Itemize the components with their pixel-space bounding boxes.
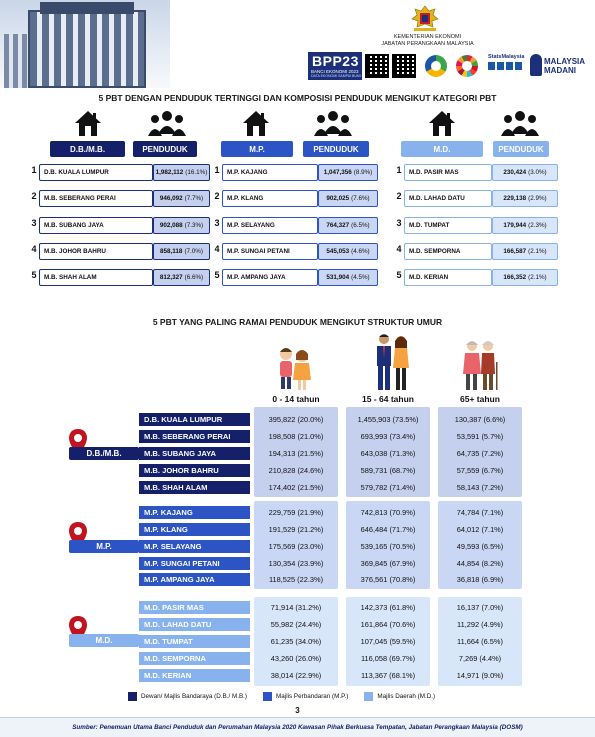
age-15-64-value: 142,373 (61.8%) bbox=[360, 603, 416, 612]
pbt-name: M.P. KAJANG bbox=[222, 164, 318, 181]
legend-swatch bbox=[263, 692, 272, 701]
age-15-64-value: 1,455,903 (73.5%) bbox=[357, 415, 419, 424]
pbt-name: M.B. SUBANG JAYA bbox=[39, 217, 153, 234]
pbt-name: M.P. AMPANG JAYA bbox=[139, 573, 250, 586]
pbt-name: M.B. SEBERANG PERAI bbox=[139, 430, 250, 443]
section2-title: 5 PBT YANG PALING RAMAI PENDUDUK MENGIKUT STRUKTUR UMUR bbox=[152, 317, 443, 327]
rank-number: 3 bbox=[214, 218, 220, 228]
rank-number: 4 bbox=[214, 244, 220, 254]
pbt-name: M.P. AMPANG JAYA bbox=[222, 269, 318, 286]
pbt-name: M.P. SELAYANG bbox=[222, 217, 318, 234]
building-photo bbox=[0, 0, 170, 88]
age-65-plus-value: 74,784 (7.1%) bbox=[456, 508, 504, 517]
population-value: 812,327 (6.6%) bbox=[153, 269, 210, 286]
ranking-row bbox=[30, 243, 210, 260]
age-65-plus-value: 58,143 (7.2%) bbox=[456, 483, 504, 492]
population-label: PENDUDUK bbox=[303, 141, 369, 157]
pbt-name: M.P. SELAYANG bbox=[139, 540, 250, 553]
ranking-row bbox=[213, 190, 393, 207]
partner-logos bbox=[308, 52, 595, 84]
category-label: M.D. bbox=[401, 141, 483, 157]
rank-number: 1 bbox=[214, 165, 220, 175]
legend-swatch bbox=[364, 692, 373, 701]
age-65-plus-value: 64,735 (7.2%) bbox=[456, 449, 504, 458]
pbt-name: M.P. SUNGAI PETANI bbox=[139, 557, 250, 570]
house-icon bbox=[427, 108, 457, 138]
age-0-14-value: 130,354 (23.9%) bbox=[268, 559, 324, 568]
rank-number: 5 bbox=[396, 270, 402, 280]
population-value: 902,088 (7.3%) bbox=[153, 217, 210, 234]
ranking-row bbox=[30, 164, 210, 181]
age-0-14-value: 194,313 (21.5%) bbox=[268, 449, 324, 458]
age-65-plus-value: 49,593 (6.5%) bbox=[456, 542, 504, 551]
pbt-name: M.D. SEMPORNA bbox=[404, 243, 492, 260]
age-15-64-value: 646,484 (71.7%) bbox=[360, 525, 416, 534]
ranking-row bbox=[213, 217, 393, 234]
population-value: 858,118 (7.0%) bbox=[153, 243, 210, 260]
age-0-14-value: 38,014 (22.9%) bbox=[270, 671, 322, 680]
population-value: 545,053 (4.6%) bbox=[318, 243, 378, 260]
rank-number: 5 bbox=[31, 270, 37, 280]
qr-code-icon bbox=[365, 54, 389, 78]
pbt-name: M.D. TUMPAT bbox=[404, 217, 492, 234]
people-group-icon bbox=[313, 110, 353, 138]
pbt-name: M.B. SHAH ALAM bbox=[139, 481, 250, 494]
population-value: 946,092 (7.7%) bbox=[153, 190, 210, 207]
age-0-14-value: 229,759 (21.9%) bbox=[268, 508, 324, 517]
pbt-name: D.B. KUALA LUMPUR bbox=[139, 413, 250, 426]
sdg-wheel-icon bbox=[456, 55, 478, 77]
population-value: 1,047,356 (8.9%) bbox=[318, 164, 378, 181]
age-15-64-value: 161,864 (70.6%) bbox=[360, 620, 416, 629]
age-0-14-value: 198,508 (21.0%) bbox=[268, 432, 324, 441]
legend-item: Dewan/ Majlis Bandaraya (D.B./ M.B.) bbox=[128, 692, 247, 701]
age-65-plus-value: 14,971 (9.0%) bbox=[456, 671, 504, 680]
legend bbox=[128, 690, 451, 702]
population-value: 764,327 (6.5%) bbox=[318, 217, 378, 234]
age-0-14-value: 118,525 (22.3%) bbox=[268, 575, 324, 584]
category-label: M.P. bbox=[221, 141, 293, 157]
pbt-name: M.B. SEBERANG PERAI bbox=[39, 190, 153, 207]
rank-number: 1 bbox=[396, 165, 402, 175]
page-number: 3 bbox=[295, 706, 300, 715]
rank-number: 5 bbox=[214, 270, 220, 280]
house-icon bbox=[73, 108, 103, 138]
population-value: 531,904 (4.5%) bbox=[318, 269, 378, 286]
age-15-64-value: 539,165 (70.5%) bbox=[360, 542, 416, 551]
elderly-icon bbox=[460, 336, 500, 392]
ranking-row bbox=[30, 217, 210, 234]
ranking-row bbox=[395, 243, 575, 260]
pbt-name: M.P. KLANG bbox=[222, 190, 318, 207]
madani-text: MALAYSIA MADANI bbox=[544, 57, 586, 75]
qr-code-icon bbox=[392, 54, 416, 78]
age-15-64-value: 376,561 (70.8%) bbox=[360, 575, 416, 584]
rank-number: 2 bbox=[396, 191, 402, 201]
ranking-row bbox=[395, 190, 575, 207]
madani-logo-icon bbox=[530, 54, 542, 76]
pbt-name: M.D. LAHAD DATU bbox=[139, 618, 250, 631]
census-logo: BPP23 BANCI EKONOMI 2023 DATA EKONOMI SAMPAI BUMI bbox=[308, 52, 362, 80]
statsmalaysia-logo: StatsMalaysia bbox=[488, 54, 524, 70]
group-mp bbox=[213, 108, 393, 294]
age-0-14-value: 175,569 (23.0%) bbox=[268, 542, 324, 551]
page-header bbox=[0, 0, 595, 88]
age-header-65-plus: 65+ tahun bbox=[460, 394, 500, 404]
ranking-row bbox=[395, 217, 575, 234]
rank-number: 4 bbox=[396, 244, 402, 254]
pbt-name: M.D. KERIAN bbox=[139, 669, 250, 682]
social-media-icons bbox=[488, 62, 524, 70]
people-group-icon bbox=[500, 110, 540, 138]
ranking-row bbox=[395, 269, 575, 286]
legend-item: Majlis Daerah (M.D.) bbox=[364, 692, 435, 701]
population-value: 229,138 (2.9%) bbox=[492, 190, 558, 207]
category-label-mp: M.P. bbox=[69, 540, 139, 553]
pbt-name: M.D. TUMPAT bbox=[139, 635, 250, 648]
population-value: 230,424 (3.0%) bbox=[492, 164, 558, 181]
age-15-64-value: 107,045 (59.5%) bbox=[360, 637, 416, 646]
ranking-row bbox=[213, 164, 393, 181]
legend-item: Majlis Perbandaran (M.P.) bbox=[263, 692, 348, 701]
pbt-name: M.D. LAHAD DATU bbox=[404, 190, 492, 207]
rank-number: 3 bbox=[31, 218, 37, 228]
pbt-name: M.P. KAJANG bbox=[139, 506, 250, 519]
pbt-name: M.B. SUBANG JAYA bbox=[139, 447, 250, 460]
age-15-64-value: 643,038 (71.3%) bbox=[360, 449, 416, 458]
age-65-plus-value: 44,854 (8.2%) bbox=[456, 559, 504, 568]
group-md bbox=[395, 108, 575, 294]
rank-number: 4 bbox=[31, 244, 37, 254]
children-icon bbox=[274, 338, 314, 392]
population-label: PENDUDUK bbox=[133, 141, 197, 157]
pbt-name: M.D. PASIR MAS bbox=[404, 164, 492, 181]
coat-of-arms-icon bbox=[408, 4, 442, 34]
age-15-64-value: 589,731 (68.7%) bbox=[360, 466, 416, 475]
age-65-plus-value: 57,559 (6.7%) bbox=[456, 466, 504, 475]
age-65-plus-value: 36,818 (6.9%) bbox=[456, 575, 504, 584]
age-65-plus-value: 11,292 (4.9%) bbox=[457, 620, 503, 629]
age-0-14-value: 395,822 (20.0%) bbox=[268, 415, 324, 424]
mydigital-logo-icon bbox=[425, 55, 447, 77]
population-value: 166,352 (2.1%) bbox=[492, 269, 558, 286]
rank-number: 3 bbox=[396, 218, 402, 228]
age-65-plus-value: 7,269 (4.4%) bbox=[458, 654, 502, 663]
age-15-64-value: 693,993 (73.4%) bbox=[360, 432, 416, 441]
source-footer: Sumber: Penemuan Utama Banci Penduduk dan Perumahan Malaysia 2020 Kawasan Pihak Berkuasa Tempatan, Jabatan Perangkaan Malaysia (DOSM) bbox=[0, 717, 595, 737]
age-0-14-value: 55,982 (24.4%) bbox=[270, 620, 322, 629]
age-15-64-value: 113,367 (68.1%) bbox=[360, 671, 416, 680]
pbt-name: M.B. JOHOR BAHRU bbox=[39, 243, 153, 260]
pbt-name: M.P. KLANG bbox=[139, 523, 250, 536]
category-label-dbmb: D.B./M.B. bbox=[69, 447, 139, 460]
age-15-64-value: 369,845 (67.9%) bbox=[360, 559, 416, 568]
pbt-name: M.D. KERIAN bbox=[404, 269, 492, 286]
ranking-row bbox=[395, 164, 575, 181]
population-value: 166,587 (2.1%) bbox=[492, 243, 558, 260]
age-15-64-value: 742,813 (70.9%) bbox=[360, 508, 416, 517]
pbt-name: M.D. PASIR MAS bbox=[139, 601, 250, 614]
ranking-row bbox=[213, 269, 393, 286]
age-header-15-64: 15 - 64 tahun bbox=[362, 394, 414, 404]
ranking-row bbox=[213, 243, 393, 260]
category-label-md: M.D. bbox=[69, 634, 139, 647]
age-0-14-value: 43,260 (26.0%) bbox=[270, 654, 322, 663]
population-value: 1,982,112 (16.1%) bbox=[153, 164, 210, 181]
pbt-name: D.B. KUALA LUMPUR bbox=[39, 164, 153, 181]
population-value: 902,025 (7.6%) bbox=[318, 190, 378, 207]
ranking-row bbox=[30, 190, 210, 207]
adults-icon bbox=[372, 332, 412, 392]
age-65-plus-value: 64,012 (7.1%) bbox=[456, 525, 504, 534]
house-icon bbox=[241, 108, 271, 138]
section1-title: 5 PBT DENGAN PENDUDUK TERTINGGI DAN KOMPOSISI PENDUDUK MENGIKUT KATEGORI PBT bbox=[98, 93, 497, 103]
population-value: 179,944 (2.3%) bbox=[492, 217, 558, 234]
age-65-plus-value: 53,591 (5.7%) bbox=[456, 432, 504, 441]
ministry-name: KEMENTERIAN EKONOMI JABATAN PERANGKAAN MALAYSIA bbox=[381, 34, 474, 47]
legend-swatch bbox=[128, 692, 137, 701]
age-0-14-value: 174,402 (21.5%) bbox=[268, 483, 324, 492]
age-65-plus-value: 11,664 (6.5%) bbox=[457, 637, 503, 646]
rank-number: 1 bbox=[31, 165, 37, 175]
rank-number: 2 bbox=[31, 191, 37, 201]
pbt-name: M.B. SHAH ALAM bbox=[39, 269, 153, 286]
population-label: PENDUDUK bbox=[493, 141, 549, 157]
category-label: D.B./M.B. bbox=[50, 141, 125, 157]
rank-number: 2 bbox=[214, 191, 220, 201]
group-dbmb bbox=[30, 108, 210, 294]
age-65-plus-value: 16,137 (7.0%) bbox=[456, 603, 504, 612]
pbt-name: M.P. SUNGAI PETANI bbox=[222, 243, 318, 260]
age-15-64-value: 116,058 (69.7%) bbox=[360, 654, 416, 663]
pbt-name: M.B. JOHOR BAHRU bbox=[139, 464, 250, 477]
age-0-14-value: 61,235 (34.0%) bbox=[270, 637, 322, 646]
age-0-14-value: 210,828 (24.6%) bbox=[268, 466, 324, 475]
age-0-14-value: 191,529 (21.2%) bbox=[268, 525, 324, 534]
ranking-row bbox=[30, 269, 210, 286]
people-group-icon bbox=[147, 110, 187, 138]
age-0-14-value: 71,914 (31.2%) bbox=[270, 603, 322, 612]
age-65-plus-value: 130,387 (6.6%) bbox=[454, 415, 506, 424]
age-header-0-14: 0 - 14 tahun bbox=[272, 394, 320, 404]
pbt-name: M.D. SEMPORNA bbox=[139, 652, 250, 665]
age-15-64-value: 579,782 (71.4%) bbox=[360, 483, 416, 492]
